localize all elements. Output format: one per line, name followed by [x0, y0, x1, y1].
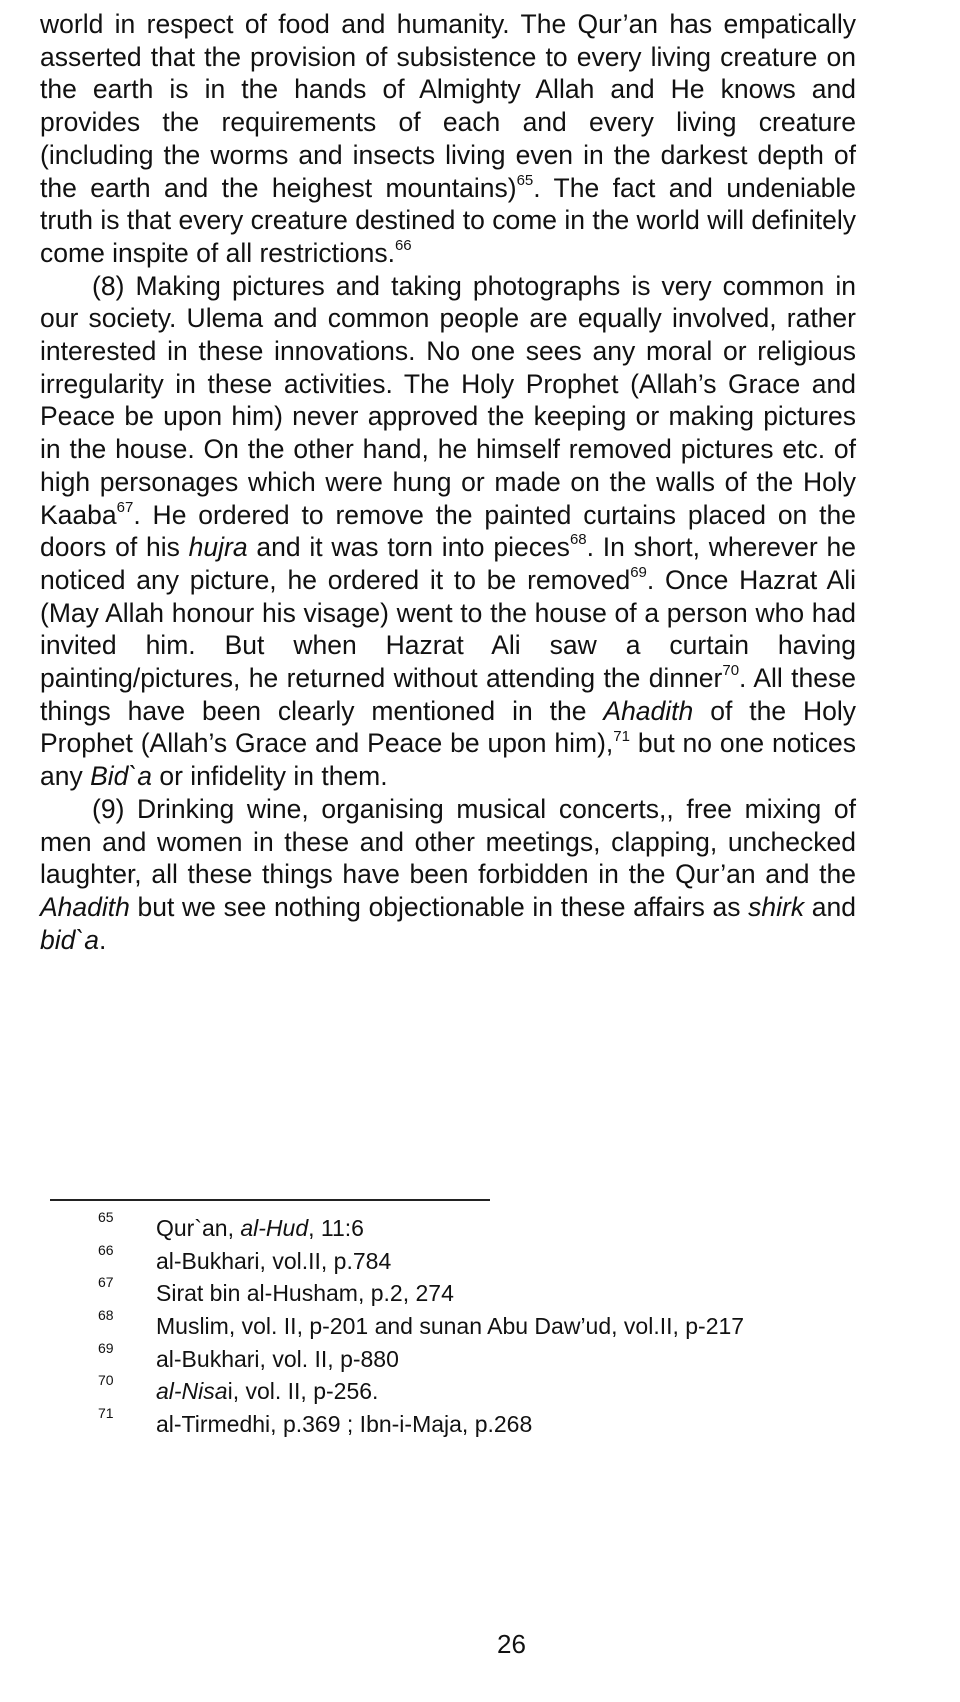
text-run: al-Bukhari, vol. II, p-880 — [156, 1345, 399, 1372]
text-run: of the Holy Prophet (Allah’s Grace and Peace be upon him), — [40, 695, 856, 759]
body-text — [40, 8, 856, 956]
text-run: world in respect of food and humanity. The Qur’an has empatically asserted that the provision of subsistence to every living creature on the earth is in the hands of Almighty Allah and He knows and provides the requirements of each and every living creature (including the worms and insects living even in the darkest depth of the earth and the heighest mountains) — [40, 9, 856, 203]
footnote-text — [156, 1375, 378, 1408]
footnote-number: 71 — [98, 1405, 114, 1422]
footnote-item — [98, 1274, 898, 1310]
footnote-text — [156, 1277, 454, 1310]
footnote-text — [156, 1245, 391, 1278]
italic-term: Ahadith — [40, 891, 130, 922]
text-run: . He ordered to remove the painted curtains placed on the doors of his — [40, 499, 856, 563]
footnote-number: 66 — [98, 1241, 114, 1258]
italic-term: al-Hud — [240, 1215, 309, 1241]
footnote-reference: 65 — [516, 171, 534, 189]
text-run: Sirat bin al-Husham, p.2, 274 — [156, 1280, 454, 1307]
paragraph — [40, 270, 856, 793]
footnote-text — [156, 1408, 532, 1441]
text-run: . — [98, 924, 107, 955]
footnote-item — [98, 1241, 898, 1278]
footnote-item — [98, 1372, 898, 1408]
footnote-number: 65 — [98, 1209, 114, 1225]
footnote-text — [156, 1343, 399, 1376]
footnote-reference: 70 — [722, 662, 740, 680]
footnote-text — [156, 1212, 364, 1245]
footnote-reference: 67 — [116, 498, 134, 516]
text-run: . The fact and undeniable truth is that every creature destined to come in the world will definitely come inspite of all restrictions. — [40, 172, 857, 268]
footnotes-section — [98, 1209, 898, 1441]
text-run: i, vol. II, p-256. — [227, 1378, 379, 1405]
paragraph — [40, 793, 856, 957]
footnote-number: 69 — [98, 1339, 114, 1356]
text-run: Qur`an, — [156, 1215, 241, 1241]
text-run: but no one notices any — [40, 728, 856, 792]
footnote-divider — [50, 1199, 490, 1201]
text-run: . All these things have been clearly mentioned in the — [40, 663, 856, 726]
text-run: . In short, wherever he noticed any picture, he ordered it to be removed — [40, 532, 857, 595]
italic-term: shirk — [748, 891, 805, 922]
text-run: al-Tirmedhi, p.369 ; Ibn-i-Maja, p.268 — [156, 1411, 533, 1438]
footnote-reference: 68 — [569, 531, 587, 549]
text-run: al-Bukhari, vol.II, p.784 — [156, 1247, 392, 1274]
footnote-item — [98, 1307, 898, 1343]
footnote-item — [98, 1209, 898, 1245]
text-run: (8) Making pictures and taking photographs is very common in our society. Ulema and common people are equally involved, rather interested in these innovations. No one sees any moral or religious irregularity in these activities. The Holy Prophet (Allah’s Grace and Peace be upon him) never approved the keeping or making pictures in the house. On the other hand, he himself removed pictures etc. of high personages which were hung or made on the walls of the Holy Kaaba — [40, 270, 856, 530]
italic-term: hujra — [188, 532, 248, 563]
italic-term: al-Nisa — [156, 1378, 228, 1405]
text-run: , 11:6 — [308, 1215, 364, 1241]
page-number: 26 — [497, 1629, 526, 1659]
footnote-number: 68 — [98, 1307, 114, 1324]
footnote-reference: 69 — [630, 564, 647, 582]
italic-term: Bid`a — [90, 761, 152, 792]
footnote-item — [98, 1339, 898, 1376]
text-run: but we see nothing objectionable in these affairs as — [129, 891, 749, 922]
footnote-number: 67 — [98, 1274, 114, 1291]
italic-term: Ahadith — [603, 695, 694, 726]
text-run: (9) Drinking wine, organising musical concerts,, free mixing of men and women in these and other meetings, clapping, unchecked laughter, all these things have been forbidden in the Qur’an and the — [40, 793, 856, 890]
text-run: . Once Hazrat Ali (May Allah honour his visage) went to the house of a person who had invited him. But when Hazrat Ali saw a curtain having painting/pictures, he returned without attending the dinner — [40, 564, 856, 694]
text-run: and — [804, 891, 856, 922]
footnote-reference: 71 — [613, 727, 630, 745]
paragraph — [40, 8, 856, 270]
text-run: and it was torn into pieces — [247, 532, 570, 563]
footnote-number: 70 — [98, 1372, 114, 1389]
footnote-item — [98, 1405, 898, 1441]
footnote-text — [156, 1310, 744, 1343]
text-run: or infidelity in them. — [151, 761, 388, 792]
footnote-reference: 66 — [394, 237, 412, 255]
italic-term: bid`a — [40, 924, 99, 955]
text-run: Muslim, vol. II, p-201 and sunan Abu Daw’ud, vol.II, p-217 — [156, 1313, 745, 1340]
